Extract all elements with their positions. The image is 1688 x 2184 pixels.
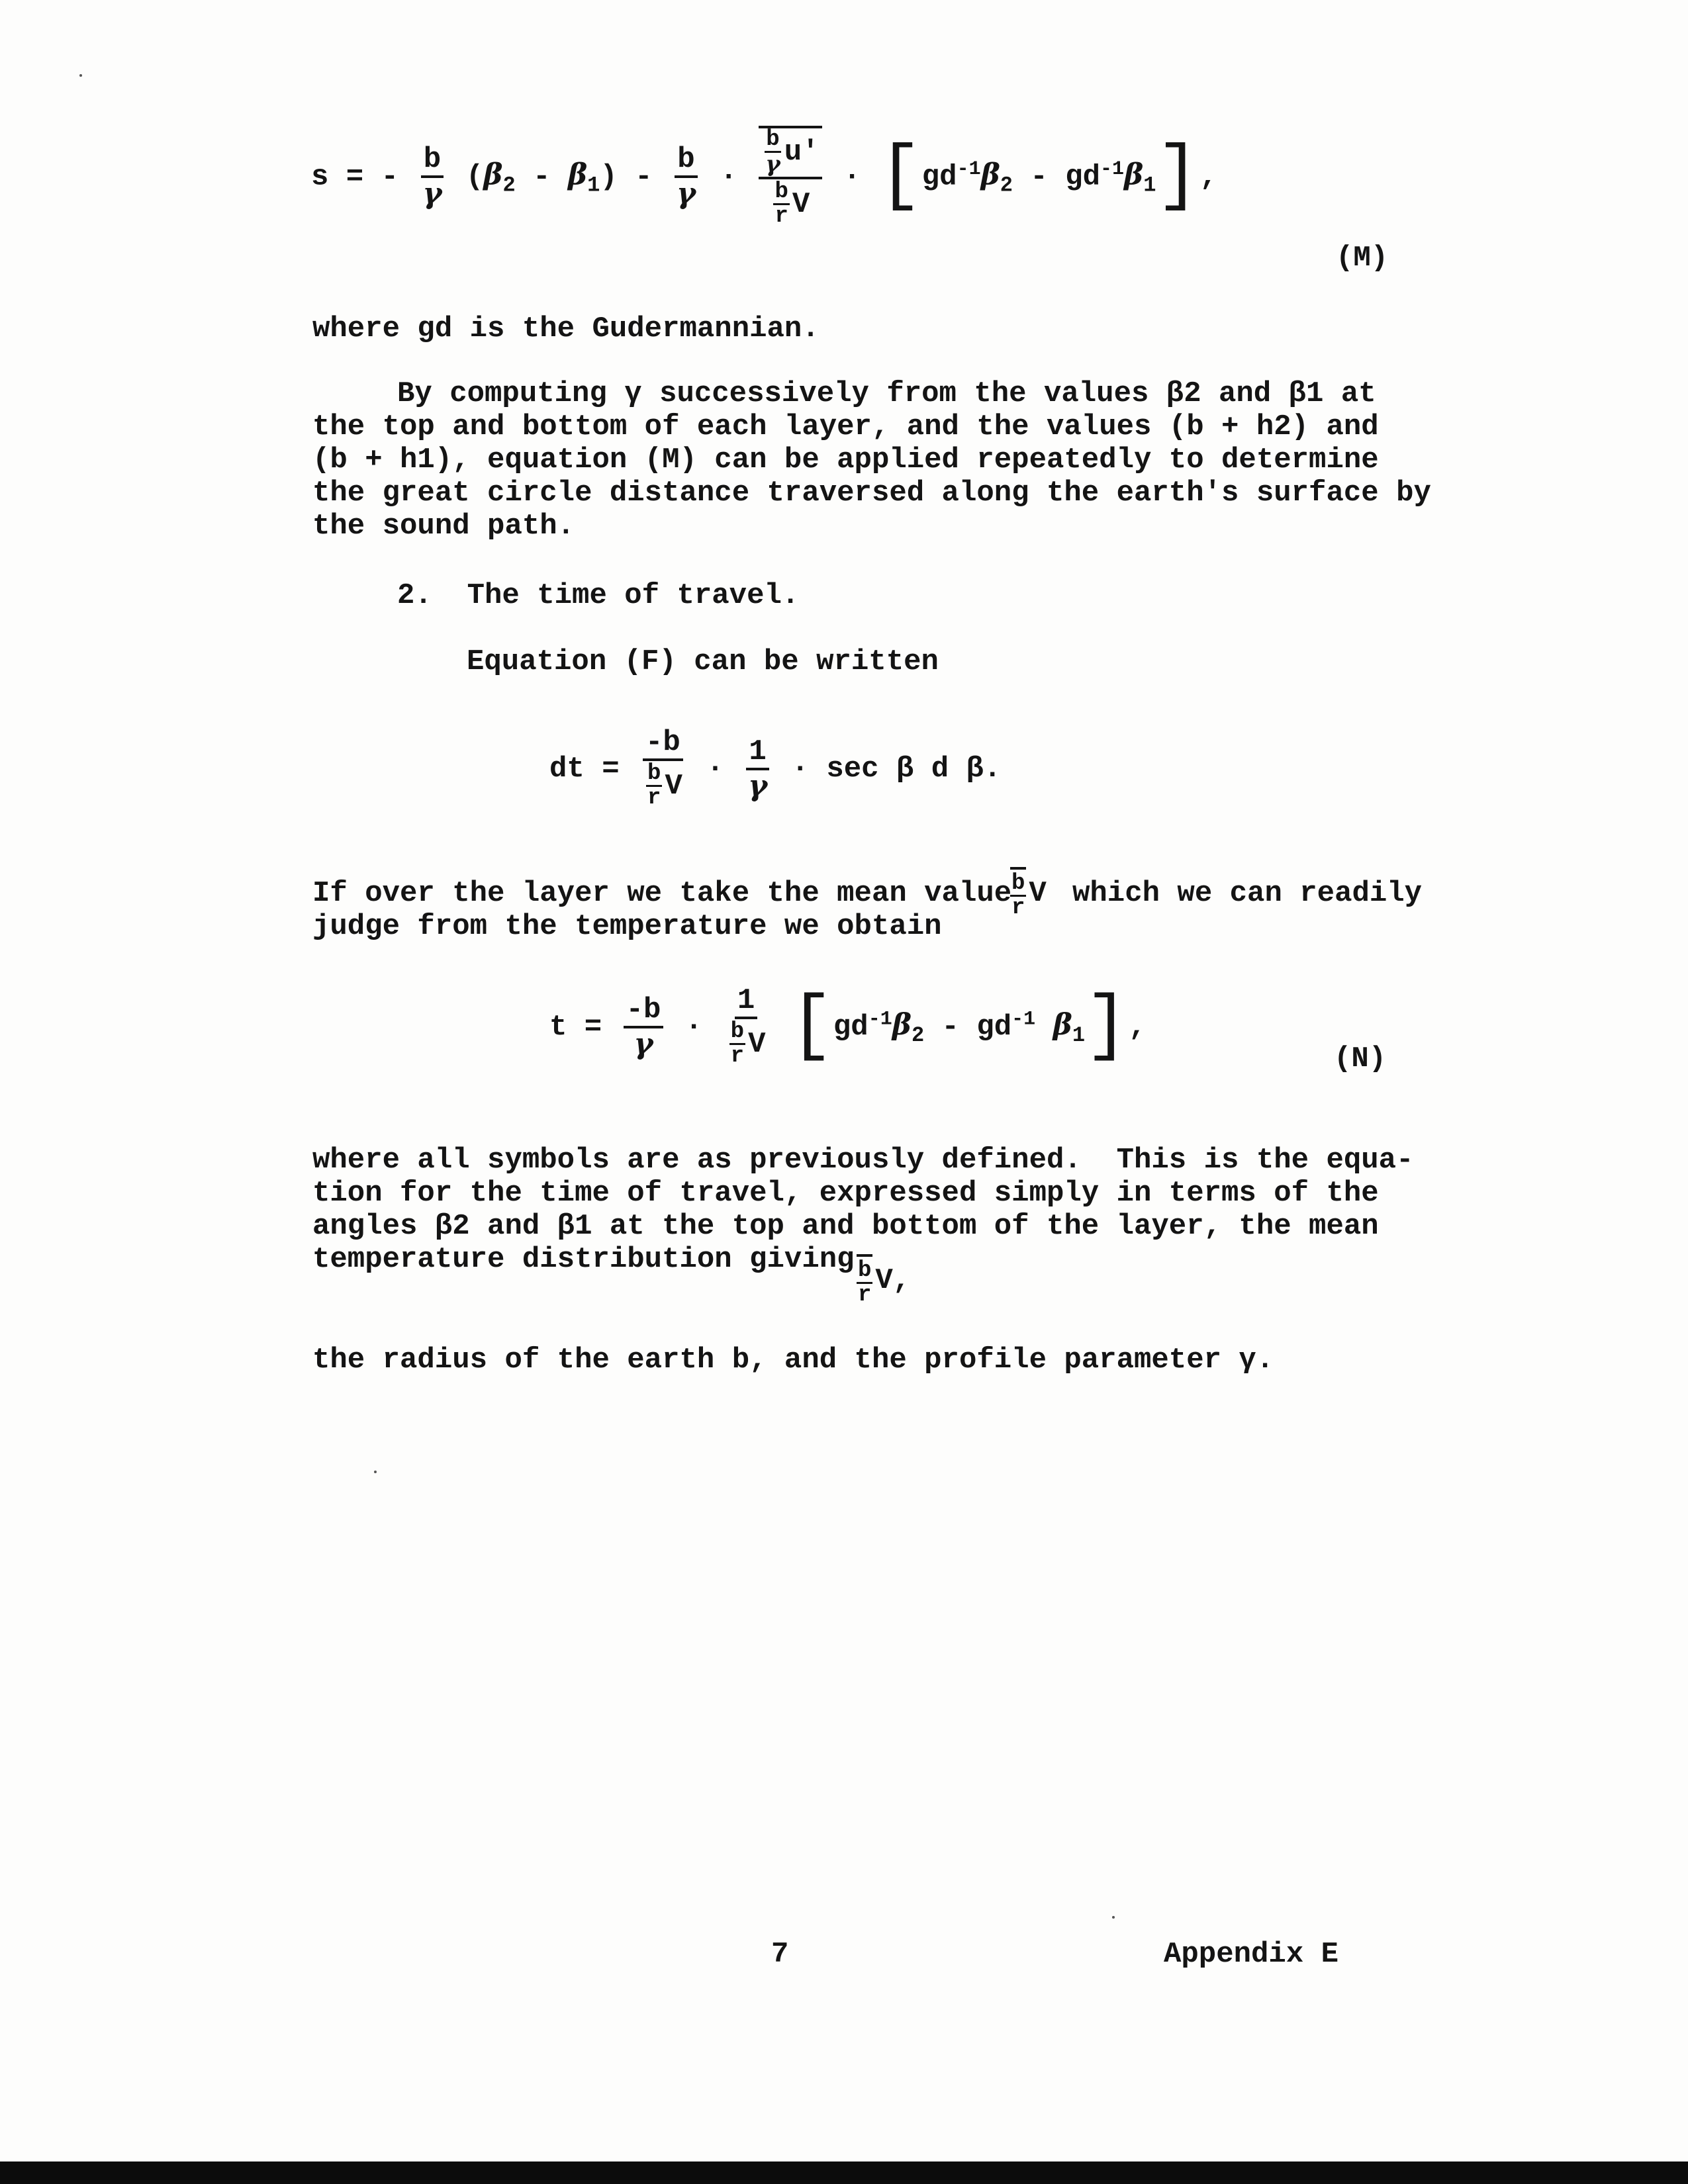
eq-m-denominator: $\frac{b}{r}$ V bbox=[774, 179, 810, 229]
mean-value-symbol: $\frac{b}{r}$ V bbox=[1008, 867, 1047, 919]
eq-m-frac-compound bbox=[759, 126, 821, 228]
eq-m-frac-b-gamma-1: $\frac{b}{\gamma}$ bbox=[420, 145, 444, 208]
eq-m-frac-b-gamma-2: $\frac{b}{\gamma}$ bbox=[674, 145, 698, 208]
eq-dt-frac-gamma: $\frac{1}{\gamma}$ bbox=[745, 737, 770, 801]
eq-n-frac-bv: 1 $\frac{b}{r}$ V bbox=[730, 984, 766, 1069]
scan-speck bbox=[1112, 1916, 1115, 1919]
equation-dt: dt = -b $\frac{b}{r}$ V · $\frac{1}{\gamma}$ · sec β d β. bbox=[549, 726, 1002, 811]
eq-n-frac-b-gamma: $\frac{-b}{\gamma}$ bbox=[624, 995, 664, 1059]
paragraph-radius: the radius of the earth b, and the profile parameter γ. bbox=[312, 1343, 1274, 1377]
appendix-label: Appendix E bbox=[1164, 1938, 1339, 1971]
equation-n-tag: (N) bbox=[1334, 1042, 1387, 1075]
gudermannian-line: where gd is the Gudermannian. bbox=[312, 312, 820, 345]
eq-m-lhs: s = - bbox=[311, 160, 399, 194]
page-number: 7 bbox=[771, 1938, 789, 1971]
eq-dt-frac-b: -b $\frac{b}{r}$ V bbox=[641, 728, 685, 809]
equation-m-tag: (M) bbox=[1336, 242, 1389, 275]
equation-n: t = $\frac{-b}{\gamma}$ · 1 $\frac{b}{r}$ V [$gd^{-1}\beta_2 - gd^{-1}$ $\beta_1$], bbox=[549, 984, 1147, 1069]
equation-f-intro: Equation (F) can be written bbox=[467, 645, 939, 678]
section-heading: 2. The time of travel. bbox=[397, 579, 800, 612]
giving-symbol: $\frac{b}{r}$ V, bbox=[854, 1254, 910, 1306]
eq-m-numerator: $\frac{b}{\gamma}$ u' bbox=[759, 126, 821, 179]
scan-speck bbox=[374, 1471, 377, 1473]
scan-speck bbox=[79, 74, 82, 77]
scan-bottom-edge bbox=[0, 2161, 1688, 2184]
equation-m: s = - $\frac{b}{\gamma}$ $(\beta_2 - \beta_1)$ - $\frac{b}{\gamma}$ · $\frac{b}{\gamma}$ u' $\frac{b}{r}$ V · $[gd^{-1}\beta_2 - gd^{-1}\beta_1]$, bbox=[311, 127, 1217, 229]
